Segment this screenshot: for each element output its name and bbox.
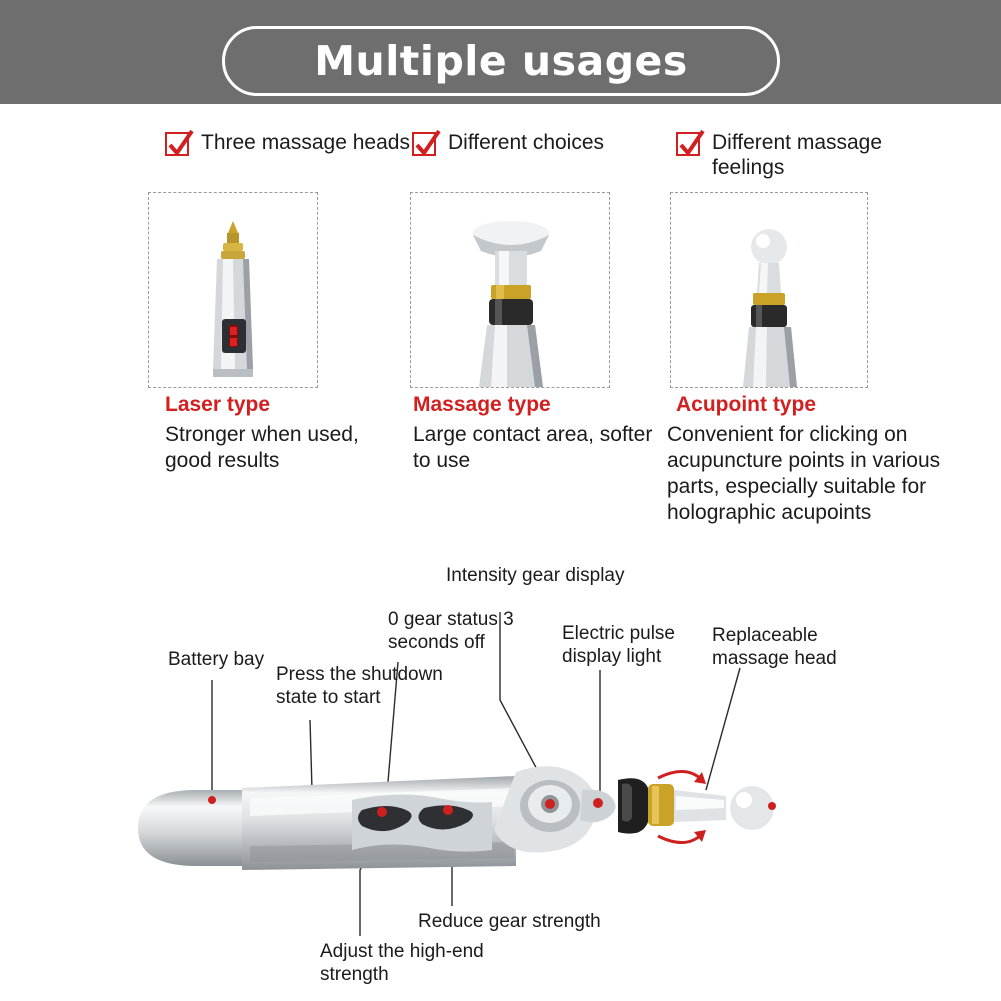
callout-pulse-light: Electric pulse display light bbox=[562, 623, 675, 667]
check-icon bbox=[676, 132, 700, 156]
callout-battery-bay: Battery bay bbox=[168, 649, 265, 670]
type-description-acupoint: Convenient for clicking on acupuncture points in various parts, especially suitable for holographic acupoints bbox=[667, 423, 941, 524]
laser-head-photo bbox=[148, 192, 318, 388]
feature-heading-text: Different massage feelings bbox=[712, 131, 883, 179]
feature-column-massage bbox=[412, 130, 662, 176]
feature-heading-text: Three massage heads bbox=[201, 131, 410, 154]
type-description-massage: Large contact area, softer to use bbox=[413, 423, 653, 472]
acupoint-head-photo bbox=[670, 192, 868, 388]
feature-heading-row bbox=[165, 130, 415, 176]
type-label-massage: Massage type bbox=[413, 393, 551, 416]
callout-intensity-gear: Intensity gear display bbox=[446, 565, 625, 586]
massage-head-photo bbox=[410, 192, 610, 388]
feature-heading-text: Different choices bbox=[448, 131, 605, 154]
check-icon bbox=[165, 132, 189, 156]
callout-replaceable-head: Replaceable massage head bbox=[712, 625, 837, 669]
callout-reduce-gear: Reduce gear strength bbox=[418, 911, 601, 932]
type-description-laser: Stronger when used, good results bbox=[165, 423, 359, 472]
feature-column-laser bbox=[165, 130, 415, 176]
callout-adjust-high: Adjust the high-end strength bbox=[320, 941, 484, 985]
callout-zero-gear: 0 gear status 3 seconds off bbox=[388, 609, 514, 653]
feature-heading-row bbox=[412, 130, 662, 176]
type-label-acupoint: Acupoint type bbox=[676, 393, 816, 416]
page-title: Multiple usages bbox=[314, 37, 688, 85]
feature-heading-row bbox=[676, 130, 938, 180]
callout-press-shutdown: Press the shutdown state to start bbox=[276, 664, 443, 708]
type-label-laser: Laser type bbox=[165, 393, 271, 416]
feature-column-acupoint bbox=[676, 130, 938, 180]
check-icon bbox=[412, 132, 436, 156]
